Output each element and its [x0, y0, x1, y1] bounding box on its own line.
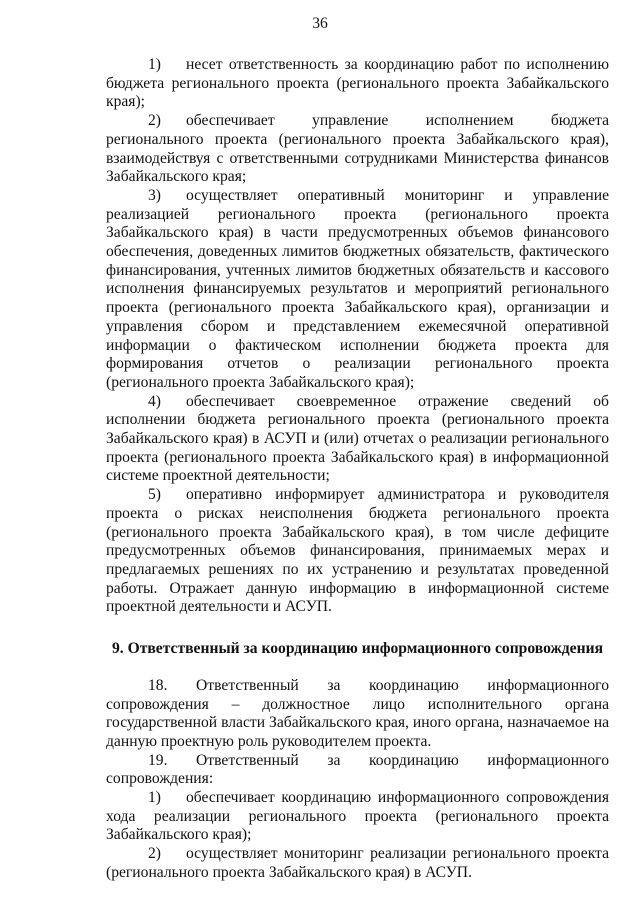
- section-heading: 9. Ответственный за координацию информационного сопровождения: [111, 640, 604, 658]
- list-item: [106, 486, 609, 617]
- spacer: [106, 659, 609, 677]
- list-item-text: несет ответственность за координацию работ по исполнению бюджета регионального проекта (регионального проекта Забайкальского края);: [106, 56, 609, 111]
- list-item-number: 2): [148, 845, 161, 863]
- paragraph-18: 18. Ответственный за координацию информационного сопровождения – должностное лицо исполнительного органа государственной власти Забайкальского края, иного органа, назначаемое на данную проектную роль руководителем проекта.: [106, 676, 609, 750]
- list-item: [106, 187, 609, 393]
- list-item: [106, 56, 609, 112]
- list-item-number: 2): [148, 112, 161, 130]
- list-item: [106, 112, 609, 187]
- page-number: 36: [312, 15, 328, 32]
- list-item-text: обеспечивает координацию информационного сопровождения хода реализации регионального проекта (регионального проекта Забайкальского края);: [106, 789, 609, 844]
- list-item: [106, 393, 609, 487]
- list-item-number: 1): [148, 56, 161, 73]
- list-item: [106, 789, 609, 845]
- list-item: [106, 845, 609, 882]
- list-item-number: 5): [148, 486, 161, 504]
- list-item-number: 3): [148, 186, 161, 204]
- list-item-text: осуществляет оперативный мониторинг и управление реализацией регионального проекта (регионального проекта Забайкальского края) в части предусмотренных объемов финансового обеспечения, доведенных лимитов бюджетных обязательств, фактического финансирования, учтенных лимитов бюджетных обязательств и кассового исполнения финансируемых результатов и мероприятий регионального проекта (регионального проекта Забайкальского края), организации и управления сбором и представлением ежемесячной оперативной информации о фактическом исполнении бюджета проекта для формирования отчетов о реализации регионального проекта (регионального проекта Забайкальского края);: [106, 186, 609, 391]
- list-item-text: осуществляет мониторинг реализации регионального проекта (регионального проекта Забайкальского края) в АСУП.: [106, 845, 609, 881]
- list-item-number: 4): [148, 392, 161, 410]
- list-item-text: обеспечивает своевременное отражение сведений об исполнении бюджета регионального проекта (регионального проекта Забайкальского края) в АСУП и (или) отчетах о реализации регионального проекта (регионального проекта Забайкальского края) в информационной системе проектной деятельности;: [106, 392, 609, 485]
- document-body: [106, 56, 609, 883]
- paragraph-19: 19. Ответственный за координацию информационного сопровождения:: [106, 751, 609, 788]
- list-item-text: обеспечивает управление исполнением бюджета регионального проекта (регионального проекта Забайкальского края), взаимодействуя с ответственными сотрудниками Министерства финансов Забайкальского края;: [106, 112, 609, 186]
- list-item-number: 1): [148, 789, 161, 807]
- list-item-text: оперативно информирует администратора и руководителя проекта о рисках неисполнения бюджета регионального проекта (регионального проекта Забайкальского края), в том числе дефиците предусмотренных объемов финансирования, принимаемых мерах и предлагаемых решениях по их устранению и результатах проведенной работы. Отражает данную информацию в информационной системе проектной деятельности и АСУП.: [106, 486, 609, 616]
